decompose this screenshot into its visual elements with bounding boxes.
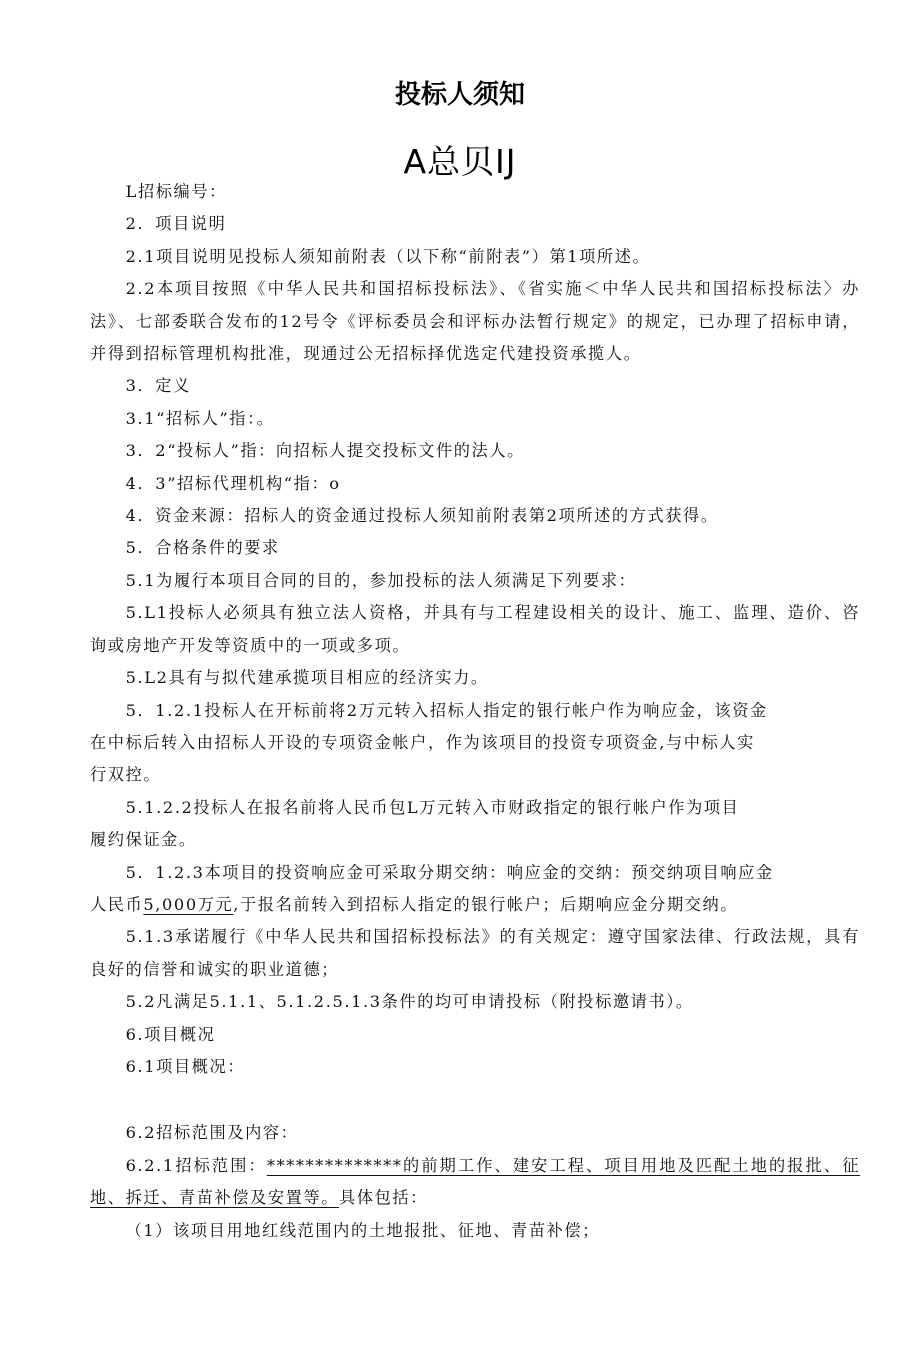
line-5-1-2-1-b: 在中标后转入由招标人开设的专项资金帐户，作为该项目的投资专项资金,与中标人实 bbox=[90, 732, 755, 752]
line-project-description-heading: 2．项目说明 bbox=[125, 214, 227, 234]
blank-space bbox=[90, 1083, 860, 1117]
line-5-1-3: 5.1.3承诺履行《中华人民共和国招标投标法》的有关规定：遵守国家法律、行政法规，具有良好的信誉和诚实的职业道德； bbox=[90, 927, 860, 979]
line-6-2: 6.2招标范围及内容： bbox=[125, 1123, 299, 1143]
line-5-1-2-1-a: 5．1.2.1投标人在开标前将2万元转入招标人指定的银行帐户作为响应金，该资金 bbox=[125, 700, 768, 720]
deposit-prefix: 人民币 bbox=[90, 894, 144, 914]
line-5-1-1: 5.L1投标人必须具有独立法人资格，并具有与工程建设相关的设计、施工、监理、造价、咨询或房地产开发等资质中的一项或多项。 bbox=[90, 603, 860, 655]
line-5-1: 5.1为履行本项目合同的目的，参加投标的法人须满足下列要求： bbox=[125, 570, 637, 590]
scope-underlined: **************的前期工作、建安工程、项目用地及匹配土地的报批、征地、拆迁、青苗补偿及安置等。 bbox=[90, 1155, 860, 1208]
document-body bbox=[90, 176, 860, 1247]
deposit-amount: 5,000万元 bbox=[143, 894, 234, 914]
line-2-2: 2.2本项目按照《中华人民共和国招标投标法》、《省实施＜中华人民共和国招标投标法〉办法》、七部委联合发布的12号令《评标委员会和评标办法暂行规定》的规定，已办理了招标申请，并得到招标管理机构批准，现通过公无招标择优选定代建投资承揽人。 bbox=[90, 279, 860, 364]
line-5-1-2-3-a: 5．1.2.3本项目的投资响应金可采取分期交纳：响应金的交纳：预交纳项目响应金 bbox=[125, 862, 774, 882]
line-definitions-heading: 3．定义 bbox=[125, 376, 191, 396]
line-5-1-2: 5.L2具有与拟代建承揽项目相应的经济实力。 bbox=[125, 668, 489, 688]
line-5-1-2-2-a: 5.1.2.2投标人在报名前将人民币包L万元转入市财政指定的银行帐户作为项目 bbox=[125, 797, 740, 817]
line-3-2: 3．2“投标人”指：向招标人提交投标文件的法人。 bbox=[125, 441, 525, 461]
line-6-1: 6.1项目概况： bbox=[125, 1056, 246, 1076]
line-5-2: 5.2凡满足5.1.1、5.1.2.5.1.3条件的均可申请投标（附投标邀请书）。 bbox=[125, 992, 694, 1012]
line-3-1: 3.1“招标人”指：。 bbox=[125, 408, 275, 428]
line-funding-source: 4．资金来源：招标人的资金通过投标人须知前附表第2项所述的方式获得。 bbox=[125, 506, 719, 526]
document-title: 投标人须知 bbox=[394, 80, 525, 110]
line-5-1-2-2-b: 履约保证金。 bbox=[90, 830, 197, 850]
scope-suffix: 具体包括： bbox=[339, 1188, 428, 1208]
line-scope-item-1: （1）该项目用地红线范围内的土地报批、征地、青苗补偿； bbox=[125, 1220, 600, 1240]
line-5-1-2-1-c: 行双控。 bbox=[90, 765, 162, 785]
line-qualification-heading: 5．合格条件的要求 bbox=[125, 538, 280, 558]
line-4-3: 4．3”招标代理机构“指：o bbox=[125, 473, 341, 493]
document-subtitle: A总贝IJ bbox=[403, 142, 517, 181]
scope-prefix: 6.2.1招标范围： bbox=[125, 1155, 267, 1175]
line-5-1-2-3-b bbox=[90, 889, 860, 921]
line-bid-number: L招标编号： bbox=[125, 182, 227, 201]
line-6-2-1 bbox=[90, 1150, 860, 1215]
deposit-suffix: ,于报名前转入到招标人指定的银行帐户；后期响应金分期交纳。 bbox=[233, 894, 739, 914]
line-project-overview-heading: 6.项目概况 bbox=[125, 1024, 216, 1044]
line-2-1: 2.1项目说明见投标人须知前附表（以下称“前附表”）第1项所述。 bbox=[125, 246, 651, 266]
